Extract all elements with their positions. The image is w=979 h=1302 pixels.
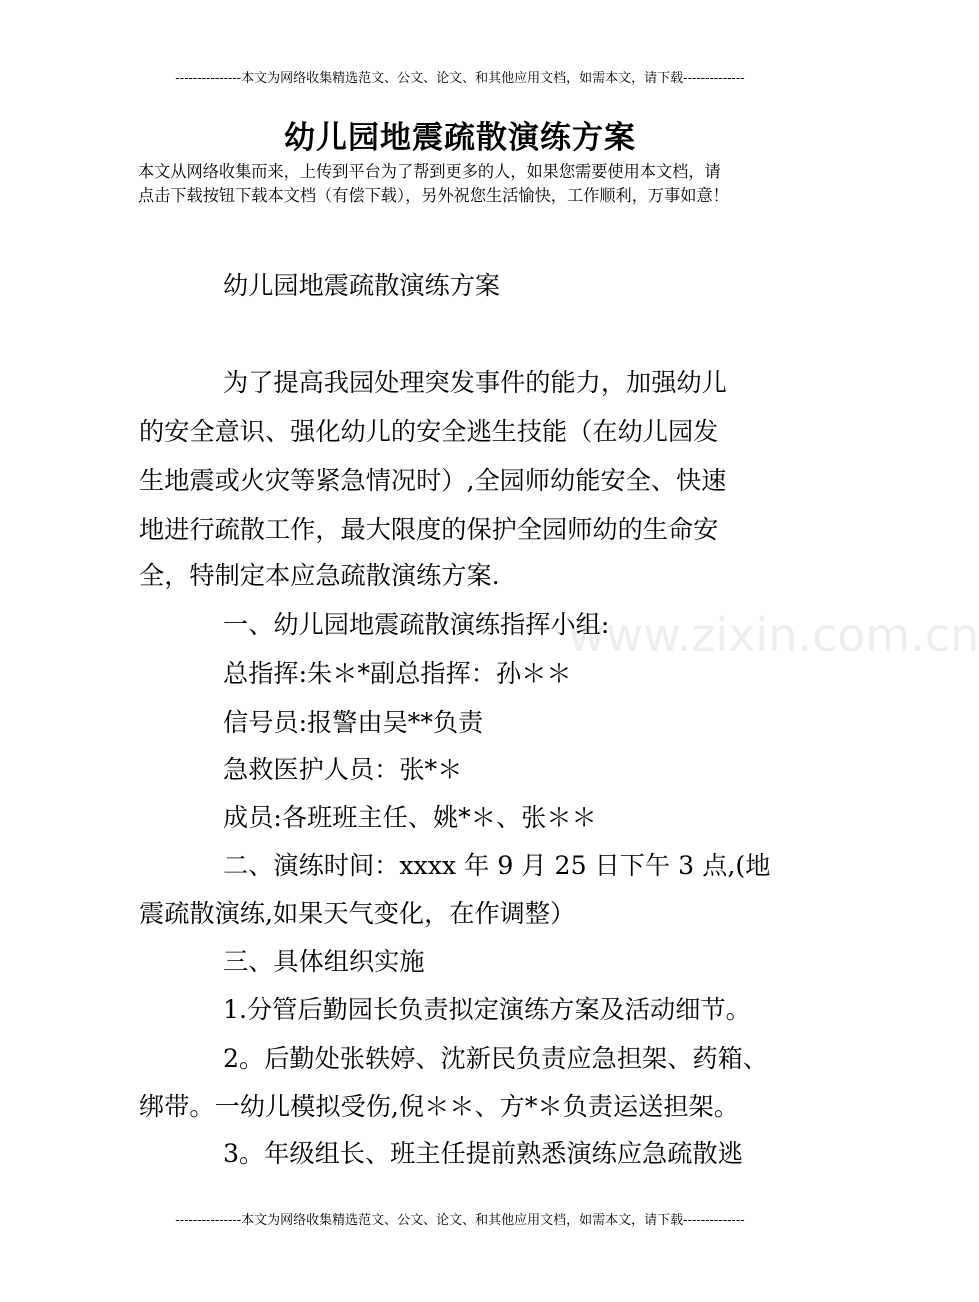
body-line: 生地震或火灾等紧急情况时）,全园师幼能安全、快速	[139, 466, 727, 495]
intro-line: 本文从网络收集而来，上传到平台为了帮到更多的人，如果您需要使用本文档，请	[138, 162, 721, 181]
section-heading: 三、具体组织实施	[223, 947, 425, 976]
section-heading: 二、演练时间：xxxx 年 9 月 25 日下午 3 点,(地	[223, 851, 771, 880]
body-line: 3。年级组长、班主任提前熟悉演练应急疏散逃	[223, 1139, 743, 1168]
intro-note	[138, 160, 788, 208]
intro-line: 点击下载按钮下载本文档（有偿下载），另外祝您生活愉快，工作顺利，万事如意！	[138, 186, 729, 205]
page-footer: ---------------本文为网络收集精选范文、公文、论文、和其他应用文档，如需本文，请下载--------------	[175, 1213, 745, 1228]
body-line: 为了提高我园处理突发事件的能力，加强幼儿	[223, 368, 727, 397]
body-line: 总指挥:朱＊*副总指挥：孙＊＊	[223, 659, 572, 688]
body-line: 1.分管后勤园长负责拟定演练方案及活动细节。	[223, 995, 751, 1024]
body-line: 震疏散演练,如果天气变化，在作调整）	[139, 899, 576, 928]
body-line: 急救医护人员：张*＊	[223, 755, 463, 784]
document-title: 幼儿园地震疏散演练方案	[284, 120, 636, 156]
body-line: 的安全意识、强化幼儿的安全逃生技能（在幼儿园发	[139, 417, 719, 446]
body-line: 绑带。一幼儿模拟受伤,倪＊＊、方*＊负责运送担架。	[139, 1092, 739, 1121]
page-header: ---------------本文为网络收集精选范文、公文、论文、和其他应用文档，如需本文，请下载--------------	[175, 71, 745, 86]
body-line: 成员:各班班主任、姚*＊、张＊＊	[223, 803, 597, 832]
body-heading: 幼儿园地震疏散演练方案	[223, 271, 501, 300]
body-line: 地进行疏散工作，最大限度的保护全园师幼的生命安	[139, 515, 719, 544]
body-line: 全，特制定本应急疏散演练方案.	[139, 561, 500, 590]
watermark: www.zixin.com.cn	[568, 608, 979, 662]
body-line: 信号员:报警由吴**负责	[223, 708, 484, 737]
section-heading: 一、幼儿园地震疏散演练指挥小组:	[223, 610, 610, 639]
body-line: 2。后勤处张轶婷、沈新民负责应急担架、药箱、	[223, 1044, 768, 1073]
